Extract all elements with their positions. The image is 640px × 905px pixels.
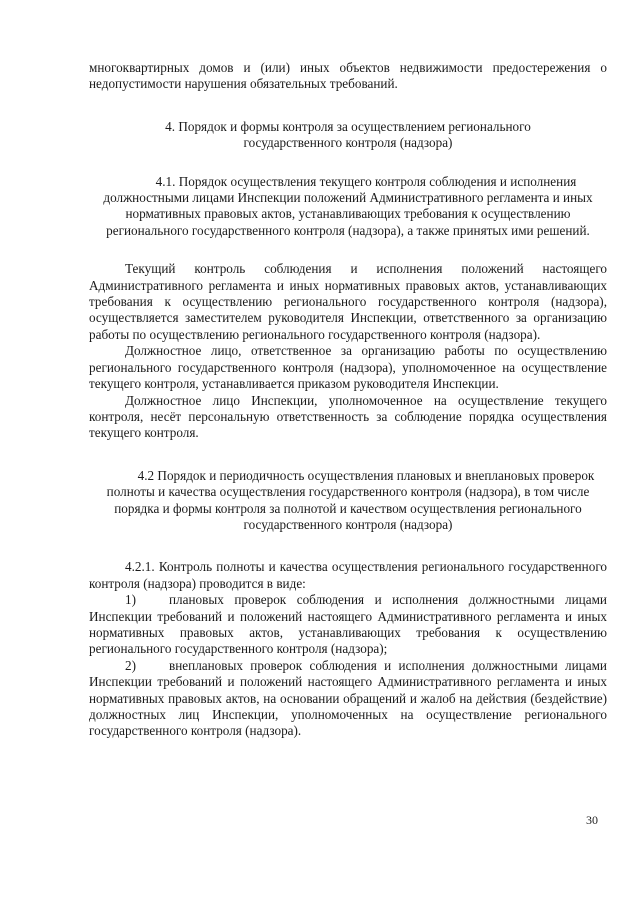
paragraph-responsible-official: Должностное лицо, ответственное за организацию работы по осуществлению регионального государственного контроля (надзора), уполномоченное на осуществление текущего контроля, устанавливается приказом руководителя Инспекции. [89,343,607,392]
list-item-2 [89,658,607,740]
section-4-1-heading: 4.1. Порядок осуществления текущего контроля соблюдения и исполнения должностными лицами Инспекции положений Административного регламента и иных нормативных правовых актов, устанавливающих требования к осуществлению регионального государственного контроля (надзора), а также принятых ими решений. [103,173,593,238]
section-4-heading: 4. Порядок и формы контроля за осуществлением регионального государственного контроля (надзора) [165,118,531,151]
page-number: 30 [586,813,598,827]
top-paragraph: многоквартирных домов и (или) иных объектов недвижимости предостережения о недопустимости нарушения обязательных требований. [89,60,607,92]
list-item-number: 1) [125,592,136,608]
paragraph-personal-responsibility: Должностное лицо Инспекции, уполномоченное на осуществление текущего контроля, несёт персональную ответственность за соблюдение порядка осуществления текущего контроля. [89,392,607,441]
document-page [89,60,607,740]
paragraph-4-2-1: 4.2.1. Контроль полноты и качества осуществления регионального государственного контроля (надзора) проводится в виде: [89,559,607,591]
list-item-text: плановых проверок соблюдения и исполнения должностными лицами Инспекции требований и положений настоящего Административного регламента и иных нормативных правовых актов, устанавливающих требования к осуществлению регионального государственного контроля (надзора); [89,592,607,657]
section-4-2-heading: 4.2 Порядок и периодичность осуществления плановых и внеплановых проверок полноты и качества осуществления государственного контроля (надзора), в том числе порядка и формы контроля за полнотой и качеством осуществления регионального государственного контроля (надзора) [106,467,595,532]
list-item-text: внеплановых проверок соблюдения и исполнения должностными лицами Инспекции требований и положений настоящего Административного регламента и иных нормативных правовых актов, на основании обращений и жалоб на действия (бездействие) должностных лиц Инспекции, уполномоченных на осуществление регионального государственного контроля (надзора). [89,657,607,739]
list-item-number: 2) [125,657,136,673]
paragraph-current-control: Текущий контроль соблюдения и исполнения положений настоящего Административного регламента и иных нормативных правовых актов, устанавливающих требования к осуществлению регионального государственного контроля (надзора), осуществляется заместителем руководителя Инспекции, ответственного за организацию работы по осуществлению регионального государственного контроля (надзора). [89,261,607,342]
list-item-1 [89,592,607,658]
